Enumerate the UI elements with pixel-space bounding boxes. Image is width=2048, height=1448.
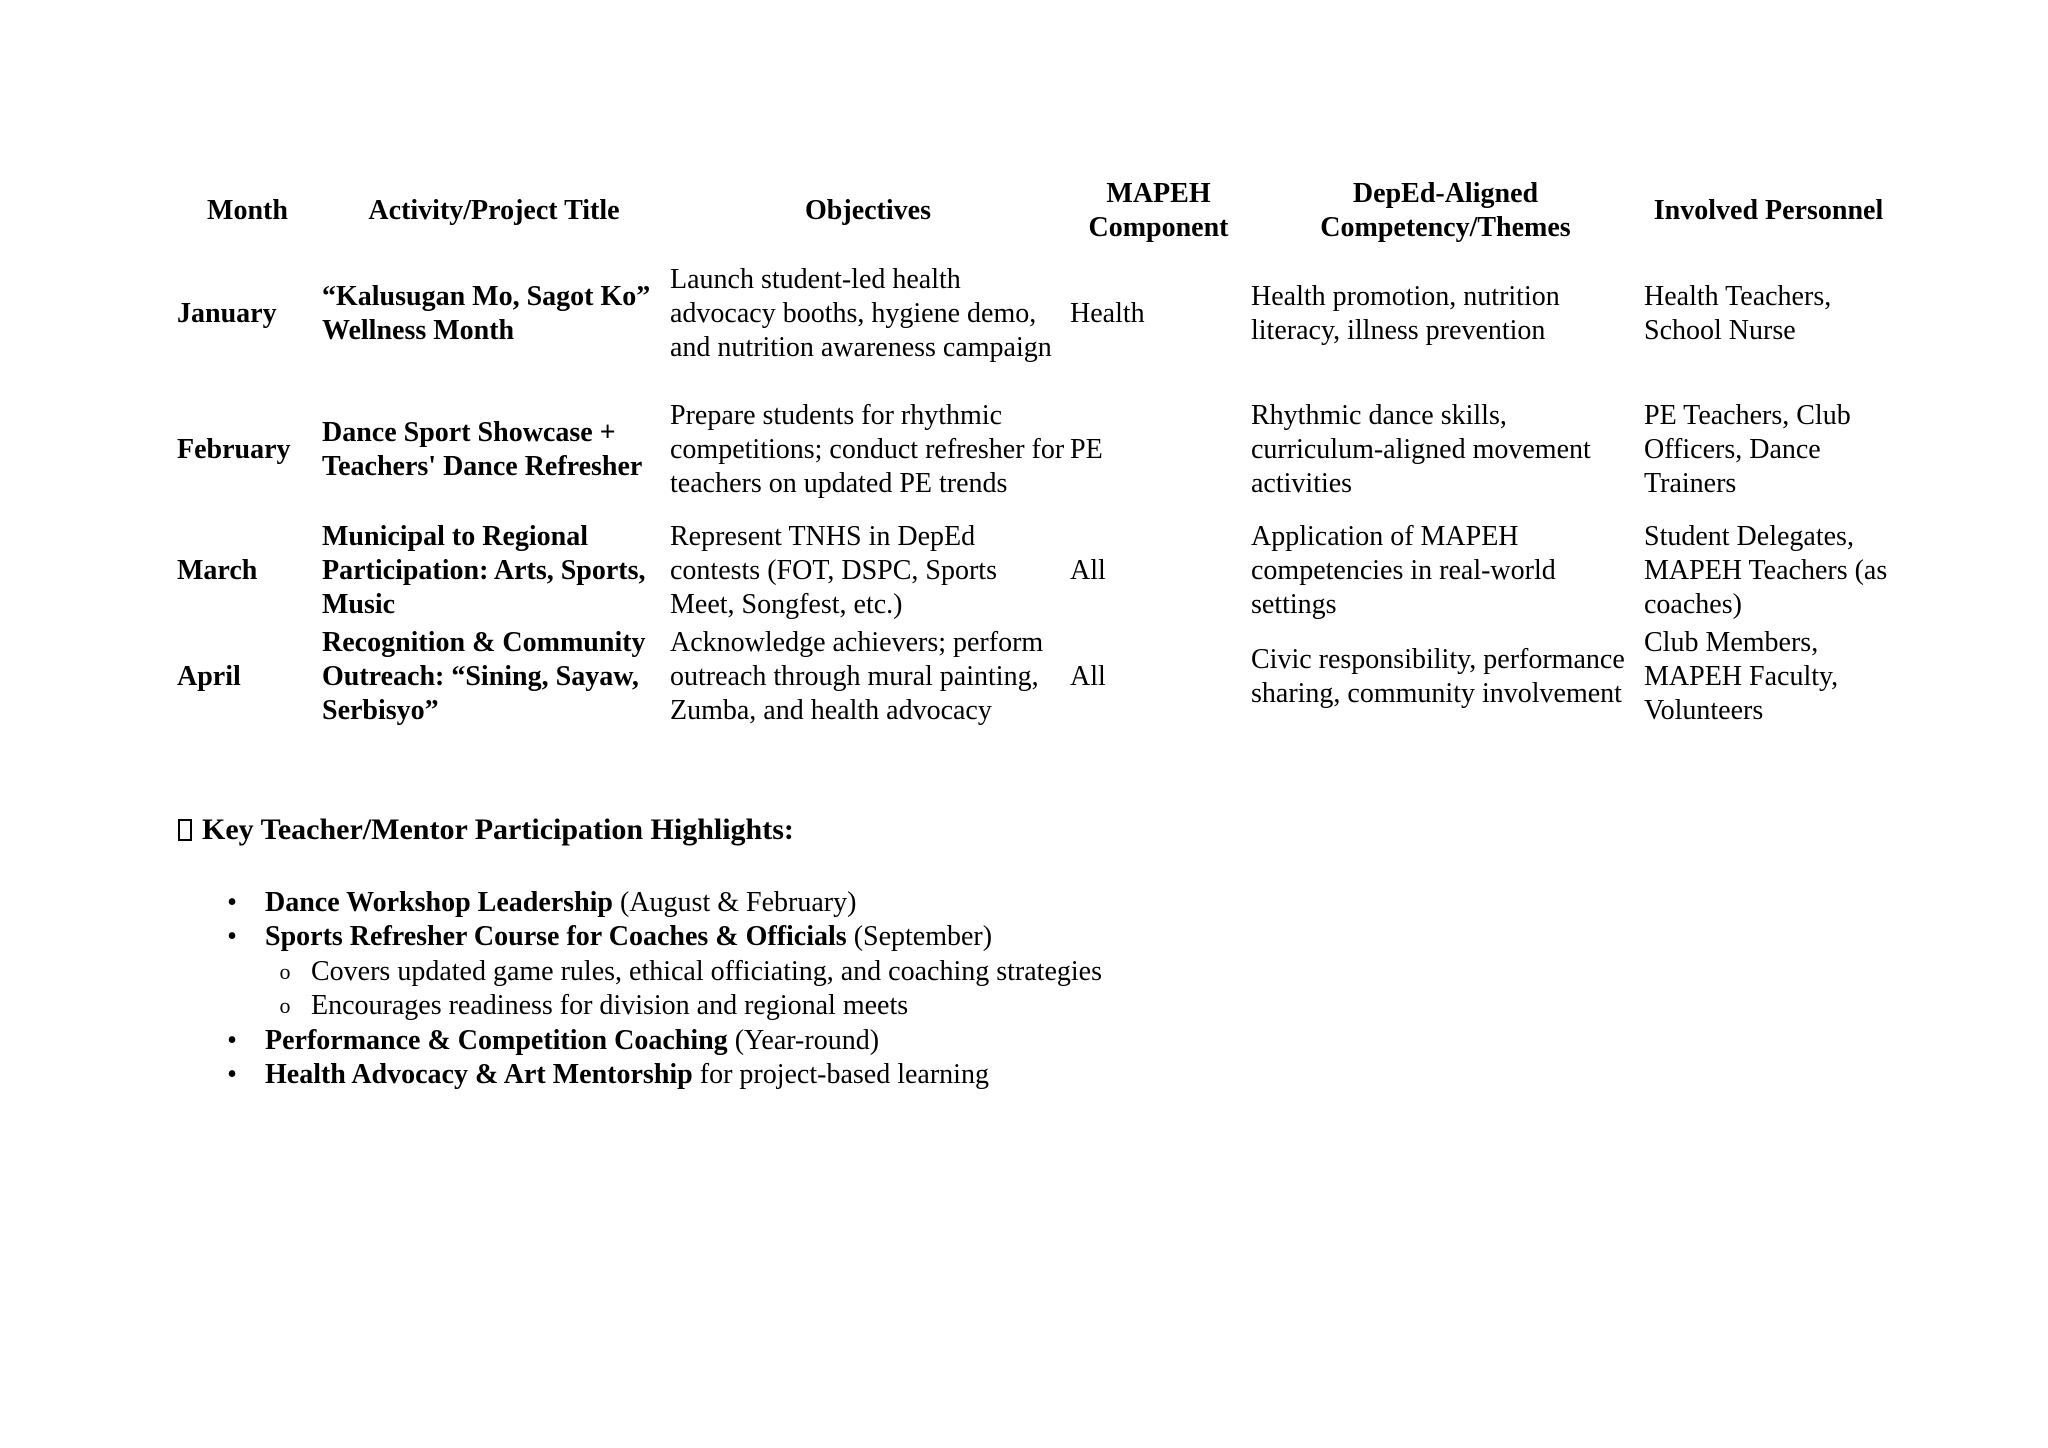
cell-month: April — [177, 661, 241, 692]
missing-glyph-icon — [178, 819, 192, 841]
sub-list-container — [222, 955, 1102, 1024]
sub-list — [222, 955, 1102, 1024]
table-row — [175, 246, 1895, 382]
cell-mapeh-component: All — [1070, 661, 1106, 692]
cell-objectives: Launch student-led health advocacy booths, hygiene demo, and nutrition awareness campaign — [670, 264, 1052, 363]
cell-mapeh-component: Health — [1070, 298, 1145, 329]
highlight-detail: (September) — [846, 921, 993, 953]
highlight-detail: for project-based learning — [692, 1059, 989, 1091]
activity-plan-table — [175, 176, 1895, 730]
highlights-heading-text: Key Teacher/Mentor Participation Highlights: — [202, 813, 794, 846]
cell-involved-personnel: Student Delegates, MAPEH Teachers (as coaches) — [1644, 521, 1888, 620]
cell-objectives: Prepare students for rhythmic competitions; conduct refresher for teachers on updated PE trends — [670, 400, 1065, 499]
sub-item-text: Encourages readiness for division and regional meets — [311, 990, 909, 1022]
bullet-icon: • — [227, 921, 237, 953]
circle-bullet-icon: o — [279, 958, 291, 984]
cell-activity-title: Municipal to Regional Participation: Arts, Sports, Music — [322, 521, 646, 620]
cell-activity-title: Recognition & Community Outreach: “Sining, Sayaw, Serbisyo” — [322, 627, 646, 726]
table-row — [175, 624, 1895, 730]
bullet-icon: • — [227, 1059, 237, 1091]
header-activity-title: Activity/Project Title — [368, 195, 620, 226]
cell-competency-themes: Rhythmic dance skills, curriculum-aligned movement activities — [1251, 400, 1591, 499]
header-involved-personnel: Involved Personnel — [1653, 195, 1884, 226]
table-header-row — [175, 176, 1895, 246]
list-item — [222, 1024, 1102, 1058]
highlights-heading — [178, 812, 794, 848]
cell-month: February — [177, 434, 291, 465]
cell-objectives: Acknowledge achievers; perform outreach through mural painting, Zumba, and health advocacy — [670, 627, 1044, 726]
header-mapeh-component: MAPEH Component — [1088, 178, 1229, 243]
cell-objectives: Represent TNHS in DepEd contests (FOT, DSPC, Sports Meet, Songfest, etc.) — [670, 521, 997, 620]
sub-list-item — [265, 955, 1102, 989]
cell-involved-personnel: Health Teachers, School Nurse — [1644, 281, 1832, 346]
highlights-list — [222, 886, 1102, 1092]
cell-competency-themes: Application of MAPEH competencies in real-world settings — [1251, 521, 1556, 620]
cell-competency-themes: Health promotion, nutrition literacy, illness prevention — [1251, 281, 1560, 346]
cell-month: March — [177, 555, 258, 586]
list-item — [222, 1058, 1102, 1092]
cell-month: January — [177, 298, 277, 329]
header-month: Month — [207, 195, 288, 226]
cell-involved-personnel: Club Members, MAPEH Faculty, Volunteers — [1644, 627, 1839, 726]
cell-activity-title: “Kalusugan Mo, Sagot Ko” Wellness Month — [322, 281, 651, 346]
highlight-bold-label: Sports Refresher Course for Coaches & Officials — [265, 921, 847, 953]
header-objectives: Objectives — [805, 195, 931, 226]
highlight-bold-label: Health Advocacy & Art Mentorship — [265, 1059, 693, 1091]
bullet-icon: • — [227, 887, 237, 918]
sub-item-text: Covers updated game rules, ethical officiating, and coaching strategies — [311, 955, 1102, 987]
cell-mapeh-component: All — [1070, 555, 1106, 586]
sub-list-item — [265, 989, 1102, 1023]
cell-mapeh-component: PE — [1070, 434, 1103, 465]
list-item — [222, 920, 1102, 954]
highlight-detail: (Year-round) — [727, 1024, 880, 1056]
header-competency-themes: DepEd-Aligned Competency/Themes — [1320, 178, 1571, 243]
bullet-icon: • — [227, 1024, 237, 1056]
cell-activity-title: Dance Sport Showcase + Teachers' Dance Refresher — [322, 417, 643, 482]
cell-competency-themes: Civic responsibility, performance sharing, community involvement — [1251, 644, 1625, 709]
circle-bullet-icon: o — [279, 993, 291, 1019]
highlight-bold-label: Dance Workshop Leadership — [265, 887, 613, 918]
cell-involved-personnel: PE Teachers, Club Officers, Dance Trainers — [1644, 400, 1851, 499]
list-item — [222, 886, 1102, 920]
table-row — [175, 518, 1895, 624]
highlight-bold-label: Performance & Competition Coaching — [265, 1024, 728, 1056]
highlight-detail: (August & February) — [613, 887, 857, 918]
table-row — [175, 382, 1895, 518]
